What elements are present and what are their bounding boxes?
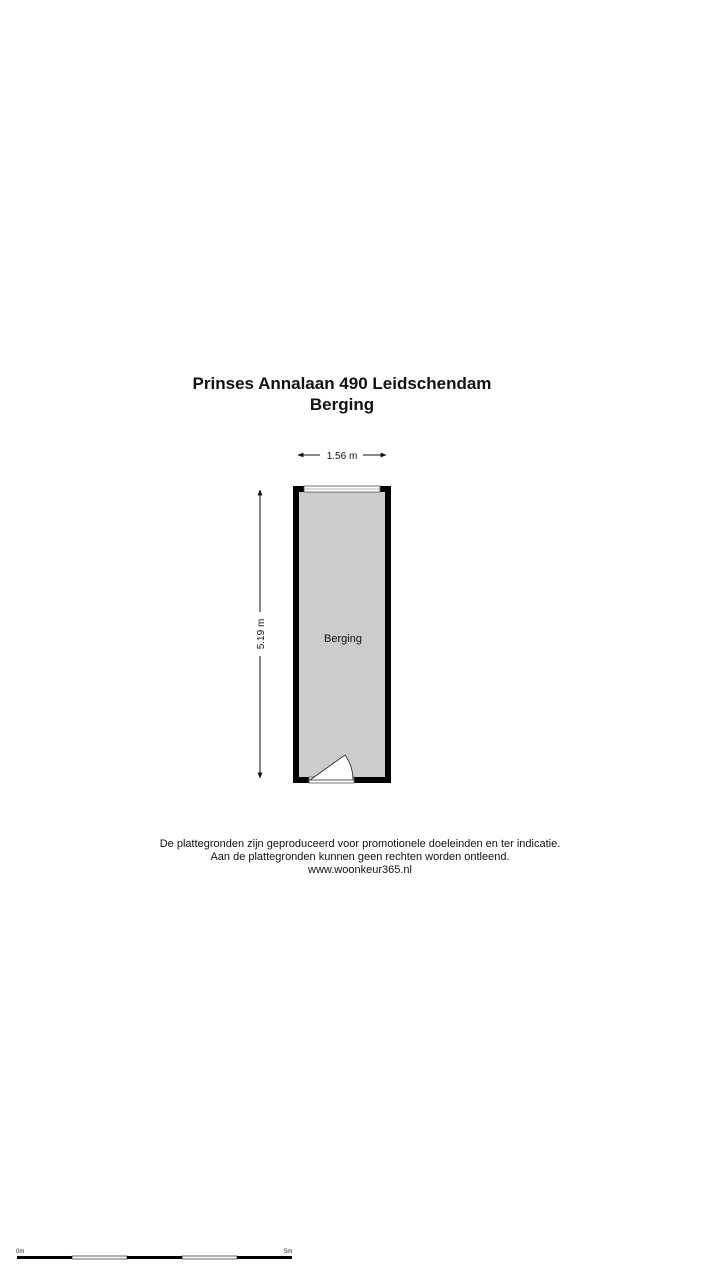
scale-bar-segment-5	[237, 1256, 292, 1259]
length-dimension-label: 5.19 m	[256, 618, 267, 650]
scale-bar-segment-3	[127, 1256, 182, 1259]
length-dimension	[256, 490, 267, 778]
disclaimer-website: www.woonkeur365.nl	[308, 864, 412, 876]
width-dimension	[298, 451, 386, 462]
scale-bar-segment-2	[72, 1256, 127, 1259]
room-label-berging: Berging	[324, 633, 362, 645]
scale-bar	[16, 1249, 292, 1259]
plan-address-title: Prinses Annalaan 490 Leidschendam	[192, 374, 492, 393]
room-berging	[293, 486, 391, 783]
scale-bar-end-label: 5m	[284, 1249, 293, 1255]
scale-bar-start-label: 0m	[16, 1249, 25, 1255]
scale-bar-segment-4	[182, 1256, 237, 1259]
plan-floor-title: Berging	[309, 395, 375, 414]
disclaimer-line-1: De plattegronden zijn geproduceerd voor promotionele doeleinden en ter indicatie.	[159, 838, 561, 850]
width-dimension-label: 1.56 m	[326, 451, 358, 462]
disclaimer-line-2: Aan de plattegronden kunnen geen rechten worden ontleend.	[210, 851, 510, 863]
scale-bar-segment-1	[17, 1256, 72, 1259]
